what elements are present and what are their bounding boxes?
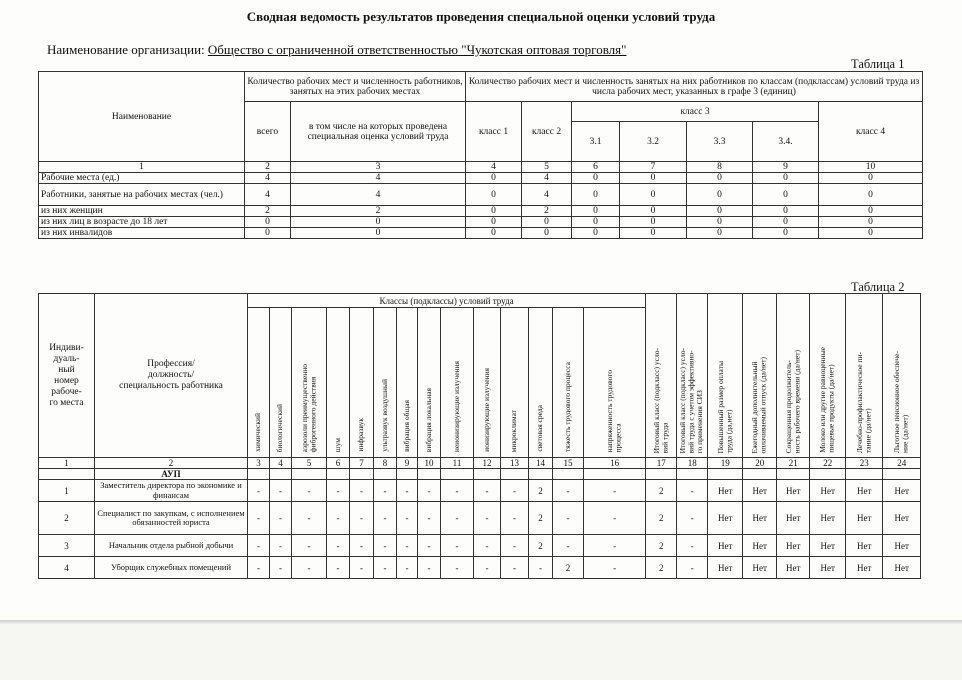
- t2-factor-label: напряженность трудового процесса: [605, 369, 623, 452]
- t2-col-number: 12: [474, 458, 501, 469]
- t2-cell: -: [474, 502, 501, 535]
- t1-cell: 0: [291, 228, 466, 239]
- t1-cell: 0: [687, 206, 753, 217]
- table-row: [39, 557, 921, 579]
- t1-cell: 0: [819, 206, 923, 217]
- t1-cell: 0: [620, 184, 687, 206]
- t2-header-food: [846, 294, 883, 458]
- t2-cell: -: [270, 557, 292, 579]
- t1-cell: 0: [687, 228, 753, 239]
- t1-cell: 0: [466, 184, 522, 206]
- t2-col-number: 22: [810, 458, 846, 469]
- t2-col-number: 17: [646, 458, 677, 469]
- t2-header-factor: [501, 308, 529, 458]
- table2-label: Таблица 2: [851, 280, 905, 294]
- t2-factor-label: ионизирующие излучения: [481, 368, 491, 452]
- table-row: [39, 217, 923, 228]
- t1-col-number: 10: [819, 162, 923, 173]
- t1-header-group-b: Количество рабочих мест и численность занятых на них работников по классам (подклассам) условий труда из числа рабочих мест, указанных в графе 3 (единиц): [466, 72, 923, 102]
- t1-cell: 4: [291, 173, 466, 184]
- t2-cell: Нет: [743, 557, 777, 579]
- t2-cell: -: [501, 535, 529, 557]
- t1-cell: 4: [245, 173, 291, 184]
- t2-cell: -: [441, 480, 474, 502]
- t1-header-assessed: в том числе на которых проведена специальная оценка условий труда: [291, 102, 466, 162]
- t2-section-empty: [810, 469, 846, 480]
- t1-cell: 4: [522, 173, 572, 184]
- t1-cell: 0: [819, 173, 923, 184]
- t2-cell: -: [292, 557, 327, 579]
- t2-header-factor: [441, 308, 474, 458]
- t2-section-empty: [474, 469, 501, 480]
- page-title: Сводная ведомость результатов проведения специальной оценки условий труда: [246, 9, 716, 24]
- t1-header-class1: класс 1: [466, 102, 522, 162]
- t1-cell: 0: [819, 217, 923, 228]
- t1-cell: 0: [620, 206, 687, 217]
- table2: [38, 293, 921, 579]
- t2-cell: -: [374, 557, 397, 579]
- t1-cell: 4: [291, 184, 466, 206]
- t1-cell: 0: [522, 217, 572, 228]
- t2-cell: -: [292, 480, 327, 502]
- t1-cell: 0: [466, 217, 522, 228]
- t1-cell: 0: [620, 217, 687, 228]
- t2-cell: Нет: [777, 502, 810, 535]
- t2-cell: -: [327, 480, 350, 502]
- scan-background: [0, 624, 962, 680]
- t1-col-number: 8: [687, 162, 753, 173]
- t2-cell: -: [529, 557, 553, 579]
- t2-section-empty: [374, 469, 397, 480]
- t2-cell: Нет: [810, 535, 846, 557]
- t2-section-empty: [501, 469, 529, 480]
- t2-header-classes: Классы (подклассы) условий труда: [248, 294, 646, 308]
- t2-cell: 2: [646, 502, 677, 535]
- t1-cell: 0: [466, 206, 522, 217]
- t1-cell: 2: [245, 206, 291, 217]
- t1-cell: 0: [245, 228, 291, 239]
- t1-cell: 0: [245, 217, 291, 228]
- t1-header-group-a: Количество рабочих мест и численность работников, занятых на этих рабочих местах: [245, 72, 466, 102]
- t2-header-factor: [553, 308, 584, 458]
- t2-col-number: 24: [883, 458, 921, 469]
- t1-header-c33: 3.3: [687, 122, 753, 162]
- t2-cell: Нет: [708, 480, 743, 502]
- t2-cell: -: [584, 502, 646, 535]
- t2-factor-label: микроклимат: [509, 409, 519, 452]
- t1-cell: 2: [522, 206, 572, 217]
- t2-col-number: 20: [743, 458, 777, 469]
- t2-cell: 2: [553, 557, 584, 579]
- t1-cell: 0: [687, 184, 753, 206]
- t2-cell: -: [677, 480, 708, 502]
- t2-header-factor: [474, 308, 501, 458]
- t2-row-profession: Начальник отдела рыбной добычи: [95, 535, 248, 557]
- t1-cell: 0: [819, 228, 923, 239]
- t2-cell: Нет: [743, 480, 777, 502]
- t2-section-row: [39, 469, 921, 480]
- t2-cell: -: [248, 480, 270, 502]
- t2-col-number: 5: [292, 458, 327, 469]
- t2-cell: -: [553, 502, 584, 535]
- t2-cell: -: [677, 557, 708, 579]
- table-row: [39, 228, 923, 239]
- t2-section-empty: [397, 469, 418, 480]
- t2-section-empty: [584, 469, 646, 480]
- t2-cell: -: [677, 535, 708, 557]
- t2-header-final-class-text: Итоговый класс (подкласс) усло- вий труда: [651, 347, 670, 453]
- t2-cell: 2: [529, 502, 553, 535]
- t1-header-c32: 3.2: [620, 122, 687, 162]
- t2-factor-label: неионизирующие излучения: [451, 360, 461, 452]
- t2-section-empty: [553, 469, 584, 480]
- t2-header-leave: [743, 294, 777, 458]
- t2-row-id: 3: [39, 535, 95, 557]
- t2-col-number: 2: [95, 458, 248, 469]
- t2-cell: -: [441, 557, 474, 579]
- t2-section-empty: [777, 469, 810, 480]
- t2-header-milk-text: Молоко или другие равноценные пищевые продукты (да/нет): [818, 347, 836, 453]
- t2-cell: -: [418, 502, 441, 535]
- t2-header-food-text: Лечебно-профилактическое пи- тание (да/нет): [854, 351, 873, 453]
- t1-header-class3: класс 3: [572, 102, 819, 122]
- t2-factor-label: вибрация общая: [401, 400, 411, 452]
- t2-header-leave-text: Ежегодный дополнительный оплачиваемый отпуск (да/нет): [750, 356, 768, 453]
- t1-row-name: из них женщин: [39, 206, 245, 217]
- t2-col-number: 21: [777, 458, 810, 469]
- t2-cell: Нет: [777, 480, 810, 502]
- t1-header-class4: класс 4: [819, 102, 923, 162]
- t2-cell: -: [350, 535, 374, 557]
- t1-col-number: 7: [620, 162, 687, 173]
- t2-col-number: 11: [441, 458, 474, 469]
- t1-row-name: из них инвалидов: [39, 228, 245, 239]
- t2-cell: -: [350, 480, 374, 502]
- t1-col-number: 5: [522, 162, 572, 173]
- t1-col-number: 2: [245, 162, 291, 173]
- t1-header-class2: класс 2: [522, 102, 572, 162]
- t2-col-number: 4: [270, 458, 292, 469]
- t2-header-factor: [327, 308, 350, 458]
- t2-cell: Нет: [708, 502, 743, 535]
- t2-cell: 2: [529, 480, 553, 502]
- table1: [38, 71, 923, 239]
- t1-cell: 4: [245, 184, 291, 206]
- t1-cell: 2: [291, 206, 466, 217]
- t2-cell: -: [327, 557, 350, 579]
- t2-cell: -: [584, 535, 646, 557]
- t1-header-name: Наименование: [39, 72, 245, 162]
- t2-cell: -: [501, 557, 529, 579]
- table-row: [39, 535, 921, 557]
- t2-header-pension: [883, 294, 921, 458]
- t2-factor-label: ультразвук воздушный: [379, 379, 389, 452]
- t2-header-factor: [397, 308, 418, 458]
- t2-cell: -: [327, 502, 350, 535]
- t2-row-id: 2: [39, 502, 95, 535]
- t2-cell: -: [474, 557, 501, 579]
- t2-cell: -: [248, 502, 270, 535]
- organization-name: Общество с ограниченной ответственностью "Чукотская оптовая торговля": [207, 42, 627, 57]
- t2-cell: -: [441, 502, 474, 535]
- t2-cell: Нет: [810, 480, 846, 502]
- t2-cell: Нет: [846, 480, 883, 502]
- t2-cell: Нет: [883, 557, 921, 579]
- t2-cell: Нет: [810, 502, 846, 535]
- t2-header-final-class-siz: [677, 294, 708, 458]
- t1-col-number: 1: [39, 162, 245, 173]
- t1-row-name: Рабочие места (ед.): [39, 173, 245, 184]
- t2-header-factor: [292, 308, 327, 458]
- t1-col-number: 9: [753, 162, 819, 173]
- t2-section-empty: [677, 469, 708, 480]
- t1-cell: 0: [620, 173, 687, 184]
- t2-header-factor: [374, 308, 397, 458]
- t1-column-numbers: [39, 162, 923, 173]
- table-row: [39, 173, 923, 184]
- t2-col-number: 16: [584, 458, 646, 469]
- t2-row-id: 1: [39, 480, 95, 502]
- t2-header-factor: [529, 308, 553, 458]
- t2-col-number: 13: [501, 458, 529, 469]
- table-row: [39, 502, 921, 535]
- t2-col-number: 3: [248, 458, 270, 469]
- t2-cell: -: [374, 480, 397, 502]
- t2-cell: -: [350, 502, 374, 535]
- t1-cell: 0: [572, 217, 620, 228]
- t2-section-empty: [292, 469, 327, 480]
- table-row: [39, 480, 921, 502]
- t2-section-empty: [646, 469, 677, 480]
- t2-cell: Нет: [708, 557, 743, 579]
- t2-cell: -: [441, 535, 474, 557]
- t2-factor-label: тяжесть трудового процесса: [562, 362, 572, 452]
- t2-cell: 2: [646, 535, 677, 557]
- t2-col-number: 8: [374, 458, 397, 469]
- t2-section-empty: [708, 469, 743, 480]
- t1-col-number: 4: [466, 162, 522, 173]
- t2-section-empty: [270, 469, 292, 480]
- t1-cell: 0: [572, 228, 620, 239]
- t2-cell: Нет: [777, 535, 810, 557]
- t1-cell: 0: [291, 217, 466, 228]
- t2-header-final-class: [646, 294, 677, 458]
- t2-cell: Нет: [708, 535, 743, 557]
- t2-row-profession: Специалист по закупкам, с исполнением обязанностей юриста: [95, 502, 248, 535]
- t2-cell: Нет: [743, 535, 777, 557]
- t2-cell: Нет: [743, 502, 777, 535]
- t2-header-id: Индиви- дуаль- ный номер рабоче- го места: [39, 294, 95, 458]
- t2-header-pension-text: Льготное пенсионное обеспече- ние (да/нет): [892, 351, 910, 453]
- t2-cell: 2: [646, 480, 677, 502]
- organization-label: Наименование организации:: [47, 42, 208, 57]
- t1-cell: 0: [466, 173, 522, 184]
- t2-factor-label: биологический: [275, 403, 285, 452]
- t2-header-factor: [248, 308, 270, 458]
- t2-col-number: 9: [397, 458, 418, 469]
- t2-header-factor: [350, 308, 374, 458]
- t2-section-empty: [327, 469, 350, 480]
- t1-cell: 0: [753, 184, 819, 206]
- t2-column-numbers: [39, 458, 921, 469]
- t1-col-number: 6: [572, 162, 620, 173]
- t1-cell: 0: [753, 228, 819, 239]
- t2-header-pay: [708, 294, 743, 458]
- t2-cell: -: [677, 502, 708, 535]
- t2-cell: -: [327, 535, 350, 557]
- t2-header-factor: [584, 308, 646, 458]
- t2-row-id: 4: [39, 557, 95, 579]
- t2-cell: -: [292, 535, 327, 557]
- t2-factor-label: аэрозоли преимущественно фиброгенного действия: [299, 363, 317, 452]
- t2-col-number: 6: [327, 458, 350, 469]
- t1-col-number: 3: [291, 162, 466, 173]
- t2-cell: -: [270, 535, 292, 557]
- t2-header-factor: [270, 308, 292, 458]
- t2-cell: Нет: [846, 535, 883, 557]
- t1-cell: 0: [687, 217, 753, 228]
- t2-cell: Нет: [777, 557, 810, 579]
- t2-row-profession: Уборщик служебных помещений: [95, 557, 248, 579]
- t2-section-empty: [846, 469, 883, 480]
- t2-cell: -: [374, 535, 397, 557]
- t2-cell: -: [584, 557, 646, 579]
- table-row: [39, 184, 923, 206]
- t2-section-empty: [743, 469, 777, 480]
- t2-section-empty: [418, 469, 441, 480]
- t1-cell: 0: [572, 206, 620, 217]
- t2-cell: -: [270, 480, 292, 502]
- t2-header-final-class-siz-text: Итоговый класс (подкласс) усло- вий труда с учетом эффективно- го применения СИЗ: [678, 347, 705, 453]
- t2-col-number: 1: [39, 458, 95, 469]
- t2-header-factor: [418, 308, 441, 458]
- t1-row-name: из них лиц в возрасте до 18 лет: [39, 217, 245, 228]
- t2-header-profession: Профессия/ должность/ специальность работника: [95, 294, 248, 458]
- t2-cell: Нет: [846, 502, 883, 535]
- t2-factor-label: вибрация локальная: [423, 387, 433, 452]
- t1-header-c31: 3.1: [572, 122, 620, 162]
- t1-cell: 0: [522, 228, 572, 239]
- t1-cell: 0: [753, 217, 819, 228]
- t1-cell: 0: [753, 206, 819, 217]
- t2-cell: -: [553, 480, 584, 502]
- table1-label: Таблица 1: [851, 57, 905, 71]
- t2-cell: -: [418, 535, 441, 557]
- t1-cell: 4: [522, 184, 572, 206]
- t1-cell: 0: [819, 184, 923, 206]
- t2-cell: -: [374, 502, 397, 535]
- t2-cell: Нет: [846, 557, 883, 579]
- t2-cell: -: [292, 502, 327, 535]
- t2-cell: -: [397, 480, 418, 502]
- t2-header-hours-text: Сокращенная продолжитель- ность рабочего времени (да/нет): [783, 349, 802, 453]
- t2-col-number: 7: [350, 458, 374, 469]
- t2-cell: -: [501, 502, 529, 535]
- t2-col-number: 23: [846, 458, 883, 469]
- t2-cell: -: [397, 535, 418, 557]
- t2-factor-label: шум: [332, 437, 342, 452]
- t2-col-number: 15: [553, 458, 584, 469]
- t2-cell: -: [397, 557, 418, 579]
- t1-header-total: всего: [245, 102, 291, 162]
- t2-section-empty: [39, 469, 95, 480]
- t1-cell: 0: [687, 173, 753, 184]
- t1-header-c34: 3.4.: [753, 122, 819, 162]
- t2-cell: Нет: [883, 535, 921, 557]
- t2-cell: -: [418, 480, 441, 502]
- t2-cell: 2: [646, 557, 677, 579]
- t2-cell: Нет: [883, 480, 921, 502]
- t2-factor-label: инфразвук: [356, 418, 366, 452]
- t2-col-number: 19: [708, 458, 743, 469]
- t2-cell: -: [584, 480, 646, 502]
- t2-col-number: 18: [677, 458, 708, 469]
- t2-cell: -: [474, 535, 501, 557]
- organization-line: [47, 42, 626, 58]
- t1-cell: 0: [572, 173, 620, 184]
- t2-factor-label: световая среда: [535, 405, 545, 452]
- t2-header-pay-text: Повышенный размер оплаты труда (да,нет): [715, 360, 734, 453]
- t2-section-empty: [441, 469, 474, 480]
- t2-factor-label: химический: [253, 413, 263, 452]
- t1-cell: 0: [572, 184, 620, 206]
- t1-cell: 0: [753, 173, 819, 184]
- table-row: [39, 206, 923, 217]
- t2-cell: -: [553, 535, 584, 557]
- t2-cell: -: [418, 557, 441, 579]
- t2-cell: Нет: [883, 502, 921, 535]
- t1-row-name: Работники, занятые на рабочих местах (чел.): [39, 184, 245, 206]
- t2-header-milk: [810, 294, 846, 458]
- t2-section-empty: [248, 469, 270, 480]
- t2-cell: Нет: [810, 557, 846, 579]
- t2-cell: -: [248, 535, 270, 557]
- t2-section-empty: [350, 469, 374, 480]
- t2-section-empty: [883, 469, 921, 480]
- t2-row-profession: Заместитель директора по экономике и финансам: [95, 480, 248, 502]
- t2-cell: -: [248, 557, 270, 579]
- t1-cell: 0: [620, 228, 687, 239]
- t2-cell: 2: [529, 535, 553, 557]
- t2-cell: -: [474, 480, 501, 502]
- t2-cell: -: [501, 480, 529, 502]
- t2-col-number: 10: [418, 458, 441, 469]
- t2-cell: -: [270, 502, 292, 535]
- t2-section-empty: [529, 469, 553, 480]
- t1-cell: 0: [466, 228, 522, 239]
- t2-header-row: [39, 294, 921, 308]
- t2-section-label: АУП: [95, 469, 248, 480]
- t2-col-number: 14: [529, 458, 553, 469]
- t2-cell: -: [397, 502, 418, 535]
- t2-header-hours: [777, 294, 810, 458]
- t2-cell: -: [350, 557, 374, 579]
